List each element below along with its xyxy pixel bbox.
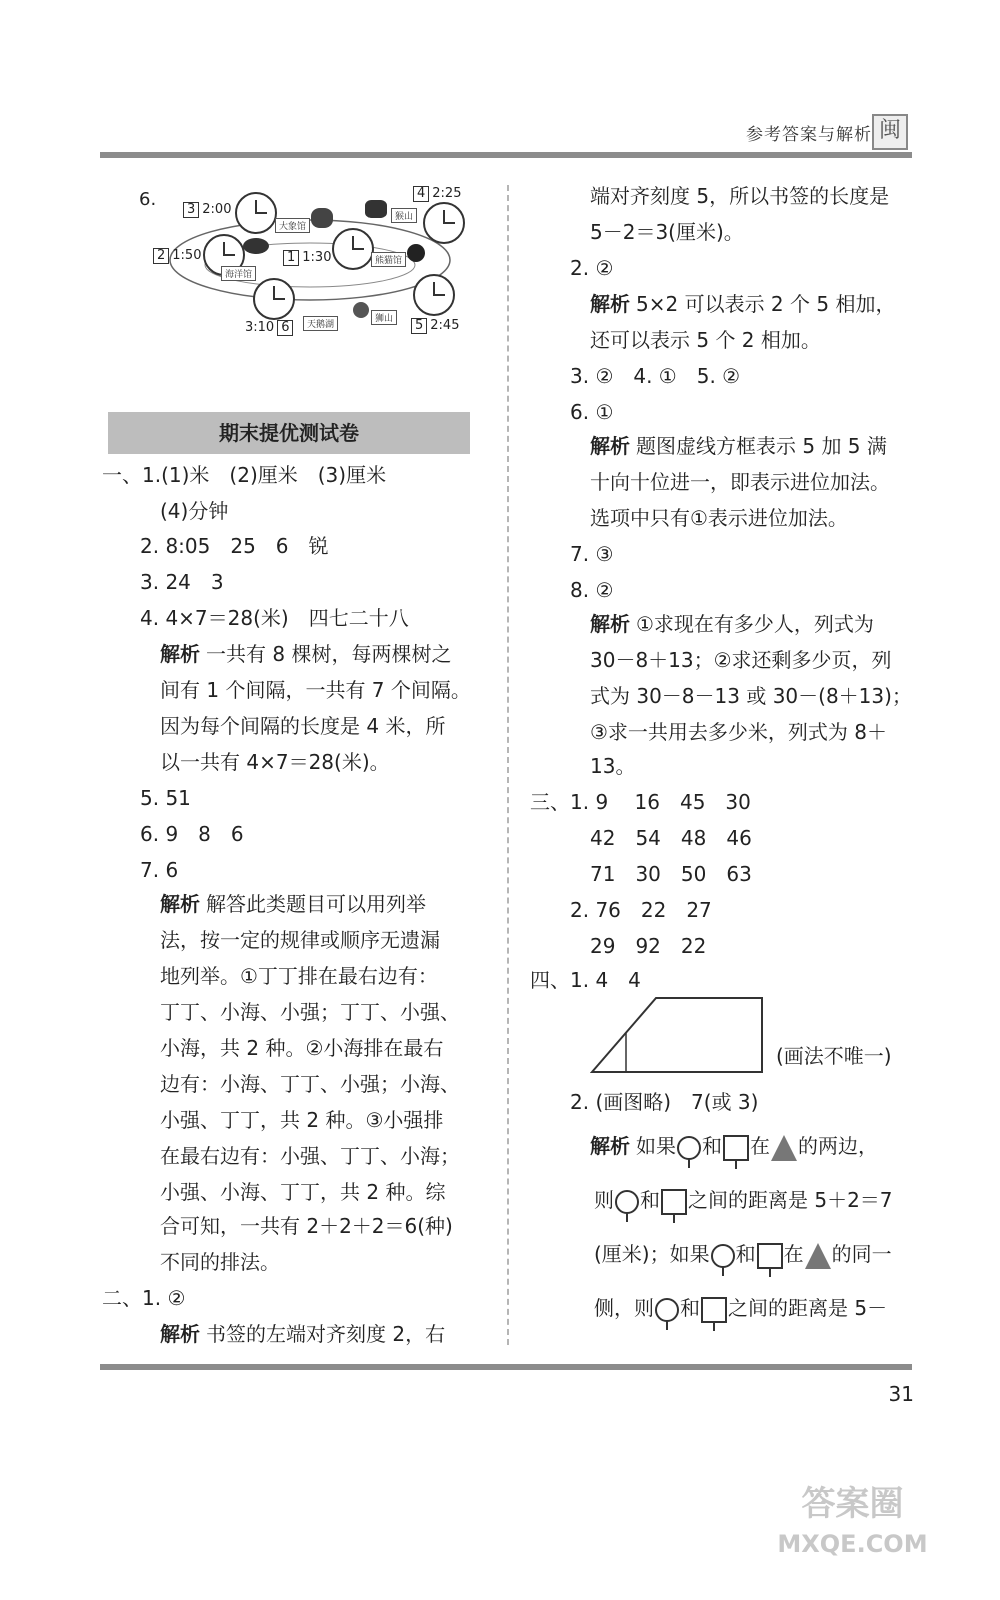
- answer-line: 4. 4×7＝28(米) 四七二十八: [140, 606, 409, 630]
- answer-line: 42 54 48 46: [590, 826, 752, 850]
- order-box: 4: [413, 186, 429, 202]
- clock-icon: [423, 202, 465, 244]
- analysis-line: 在最右边有：小强、丁丁、小海；: [160, 1144, 460, 1168]
- analysis-text: 和: [702, 1134, 722, 1158]
- analysis-line: 因为每个间隔的长度是 4 米，所: [160, 714, 446, 738]
- clock-figure: [135, 180, 465, 340]
- analysis-text: 一共有 8 棵树，每两棵树之: [206, 642, 452, 666]
- analysis-line: 地列举。①丁丁排在最右边有：: [160, 964, 438, 988]
- watermark-text: 答案圈: [801, 1484, 904, 1524]
- analysis-line: [590, 1126, 878, 1166]
- analysis-line: 丁丁、小海、小强；丁丁、小强、: [160, 1000, 460, 1024]
- answer-line: 7. ③: [570, 542, 614, 566]
- clock-time: 1:50: [172, 248, 202, 263]
- analysis-line: 小强、小海、丁丁，共 2 种。综: [160, 1180, 446, 1204]
- analysis-label: 解析: [590, 1134, 630, 1158]
- analysis-label: 解析: [590, 292, 630, 316]
- column-divider: [507, 185, 509, 1345]
- watermark-url: MXQE.COM: [777, 1530, 928, 1558]
- analysis-line: 小强、丁丁，共 2 种。③小强排: [160, 1108, 444, 1132]
- panda-icon: [407, 244, 425, 262]
- tree-square-icon: [701, 1297, 727, 1323]
- clock-icon: [413, 274, 455, 316]
- page-number: 31: [888, 1382, 914, 1406]
- answer-line: 6. ①: [570, 400, 614, 424]
- analysis-label: 解析: [160, 642, 200, 666]
- animal-icon: [243, 238, 269, 254]
- tree-square-icon: [757, 1243, 783, 1269]
- answer-line: (4)分钟: [160, 499, 229, 523]
- analysis-text: 5×2 可以表示 2 个 5 相加，: [636, 292, 896, 316]
- analysis-label: 解析: [590, 434, 630, 458]
- answer-line: 6. 9 8 6: [140, 822, 244, 846]
- place-label: 大象馆: [275, 218, 310, 233]
- place-label: 海洋馆: [221, 266, 256, 281]
- analysis-text: 则: [594, 1188, 614, 1212]
- clock-time: 3:10: [245, 320, 275, 335]
- order-box: 6: [277, 320, 293, 336]
- analysis-label: 解析: [590, 612, 630, 636]
- analysis-line: [594, 1180, 893, 1220]
- analysis-text: 书签的左端对齐刻度 2，右: [206, 1322, 446, 1346]
- section-banner: 期末提优测试卷: [108, 412, 470, 454]
- analysis-line: 13。: [590, 754, 636, 778]
- analysis-line: 5－2＝3(厘米)。: [590, 220, 744, 244]
- clock-label-1: [283, 250, 331, 266]
- analysis-line: 式为 30－8－13 或 30－(8＋13)；: [590, 684, 912, 708]
- analysis-line: 小海，共 2 种。②小海排在最右: [160, 1036, 444, 1060]
- watermark-logo: [765, 1484, 940, 1572]
- analysis-text: 侧，则: [594, 1296, 654, 1320]
- top-rule: [100, 152, 912, 158]
- analysis-line: 十向十位进一，即表示进位加法。: [590, 470, 890, 494]
- order-box: 1: [283, 250, 299, 266]
- analysis-line: 以一共有 4×7＝28(米)。: [160, 750, 390, 774]
- place-label: 狮山: [371, 310, 397, 325]
- analysis-text: 和: [680, 1296, 700, 1320]
- analysis-text: 如果: [636, 1134, 676, 1158]
- analysis-line: [160, 1320, 445, 1348]
- clock-label-3: [183, 202, 231, 218]
- answer-line: 3. 24 3: [140, 570, 224, 594]
- tree-triangle-icon: [771, 1135, 797, 1161]
- question-6-label: 6.: [139, 189, 157, 210]
- analysis-line: [590, 432, 887, 460]
- answer-line: 二、1. ②: [102, 1286, 186, 1310]
- clock-label-5: [411, 318, 459, 334]
- answer-line: 2. (画图略) 7(或 3): [570, 1090, 759, 1114]
- clock-label-4: [413, 186, 461, 202]
- clock-time: 2:25: [432, 186, 462, 201]
- answer-line: 29 92 22: [590, 934, 707, 958]
- analysis-line: 30－8＋13；②求还剩多少页，列: [590, 648, 892, 672]
- place-label: 天鹅湖: [303, 316, 338, 331]
- tree-triangle-icon: [805, 1243, 831, 1269]
- tree-circle-icon: [711, 1244, 735, 1268]
- place-label: 熊猫馆: [371, 252, 406, 267]
- analysis-line: [590, 290, 895, 318]
- clock-icon: [253, 278, 295, 320]
- answer-line: 3. ② 4. ① 5. ②: [570, 364, 741, 388]
- animal-icon: [353, 302, 369, 318]
- clock-icon: [235, 192, 277, 234]
- analysis-label: 解析: [160, 1322, 200, 1346]
- analysis-line: 还可以表示 5 个 2 相加。: [590, 328, 821, 352]
- analysis-line: ③求一共用去多少米，列式为 8＋: [590, 720, 888, 744]
- analysis-line: 法，按一定的规律或顺序无遗漏: [160, 928, 440, 952]
- place-label: 猴山: [391, 208, 417, 223]
- answer-line: 三、1. 9 16 45 30: [530, 790, 751, 814]
- order-box: 5: [411, 318, 427, 334]
- answer-line: 2. ②: [570, 256, 614, 280]
- region-seal-icon: 闽: [872, 114, 908, 150]
- analysis-text: 解答此类题目可以用列举: [206, 892, 426, 916]
- analysis-line: [160, 890, 426, 918]
- analysis-text: 和: [640, 1188, 660, 1212]
- answer-line: 71 30 50 63: [590, 862, 752, 886]
- analysis-line: 间有 1 个间隔，一共有 7 个间隔。: [160, 678, 471, 702]
- tree-circle-icon: [655, 1298, 679, 1322]
- answer-line: 四、1. 4 4: [530, 968, 641, 992]
- clock-icon: [332, 228, 374, 270]
- analysis-text: 的同一: [831, 1242, 892, 1266]
- tree-circle-icon: [615, 1190, 639, 1214]
- analysis-line: 端对齐刻度 5，所以书签的长度是: [590, 184, 890, 208]
- analysis-line: [590, 610, 874, 638]
- trapezoid-drawing: [590, 996, 765, 1076]
- bottom-rule: [100, 1364, 912, 1370]
- analysis-line: 不同的排法。: [160, 1250, 280, 1274]
- clock-time: 2:45: [430, 318, 460, 333]
- tree-square-icon: [661, 1189, 687, 1215]
- answer-line: 2. 76 22 27: [570, 898, 712, 922]
- tree-square-icon: [723, 1135, 749, 1161]
- analysis-text: 在: [783, 1242, 804, 1266]
- answer-line: 7. 6: [140, 858, 179, 882]
- analysis-line: 边有：小海、丁丁、小强；小海、: [160, 1072, 460, 1096]
- analysis-text: ①求现在有多少人，列式为: [636, 612, 874, 636]
- order-box: 3: [183, 202, 199, 218]
- analysis-text: 之间的距离是 5－: [728, 1296, 888, 1320]
- clock-time: 1:30: [302, 250, 332, 265]
- running-header: 参考答案与解析: [746, 125, 872, 145]
- analysis-label: 解析: [160, 892, 200, 916]
- analysis-line: [594, 1234, 892, 1274]
- drawing-note: (画法不唯一): [776, 1044, 892, 1068]
- clock-label-2: [153, 248, 201, 264]
- analysis-line: [160, 640, 451, 668]
- analysis-text: 在: [750, 1134, 770, 1158]
- tree-circle-icon: [677, 1136, 701, 1160]
- clock-time: 2:00: [202, 202, 232, 217]
- order-box: 2: [153, 248, 169, 264]
- analysis-line: [594, 1288, 887, 1328]
- animal-icon: [365, 200, 387, 218]
- clock-label-6: [245, 320, 296, 336]
- analysis-text: 和: [735, 1242, 756, 1266]
- analysis-line: 合可知，一共有 2＋2＋2＝6(种): [160, 1214, 453, 1238]
- analysis-text: 之间的距离是 5＋2＝7: [688, 1188, 893, 1212]
- animal-icon: [311, 208, 333, 228]
- analysis-line: 选项中只有①表示进位加法。: [590, 506, 848, 530]
- answer-line: 5. 51: [140, 786, 191, 810]
- analysis-text: 的两边，: [798, 1134, 878, 1158]
- answer-line: 2. 8:05 25 6 锐: [140, 534, 329, 558]
- analysis-text: 题图虚线方框表示 5 加 5 满: [636, 434, 887, 458]
- answer-line: 一、1.(1)米 (2)厘米 (3)厘米: [102, 463, 387, 487]
- answer-line: 8. ②: [570, 578, 614, 602]
- analysis-text: (厘米)；如果: [594, 1242, 710, 1266]
